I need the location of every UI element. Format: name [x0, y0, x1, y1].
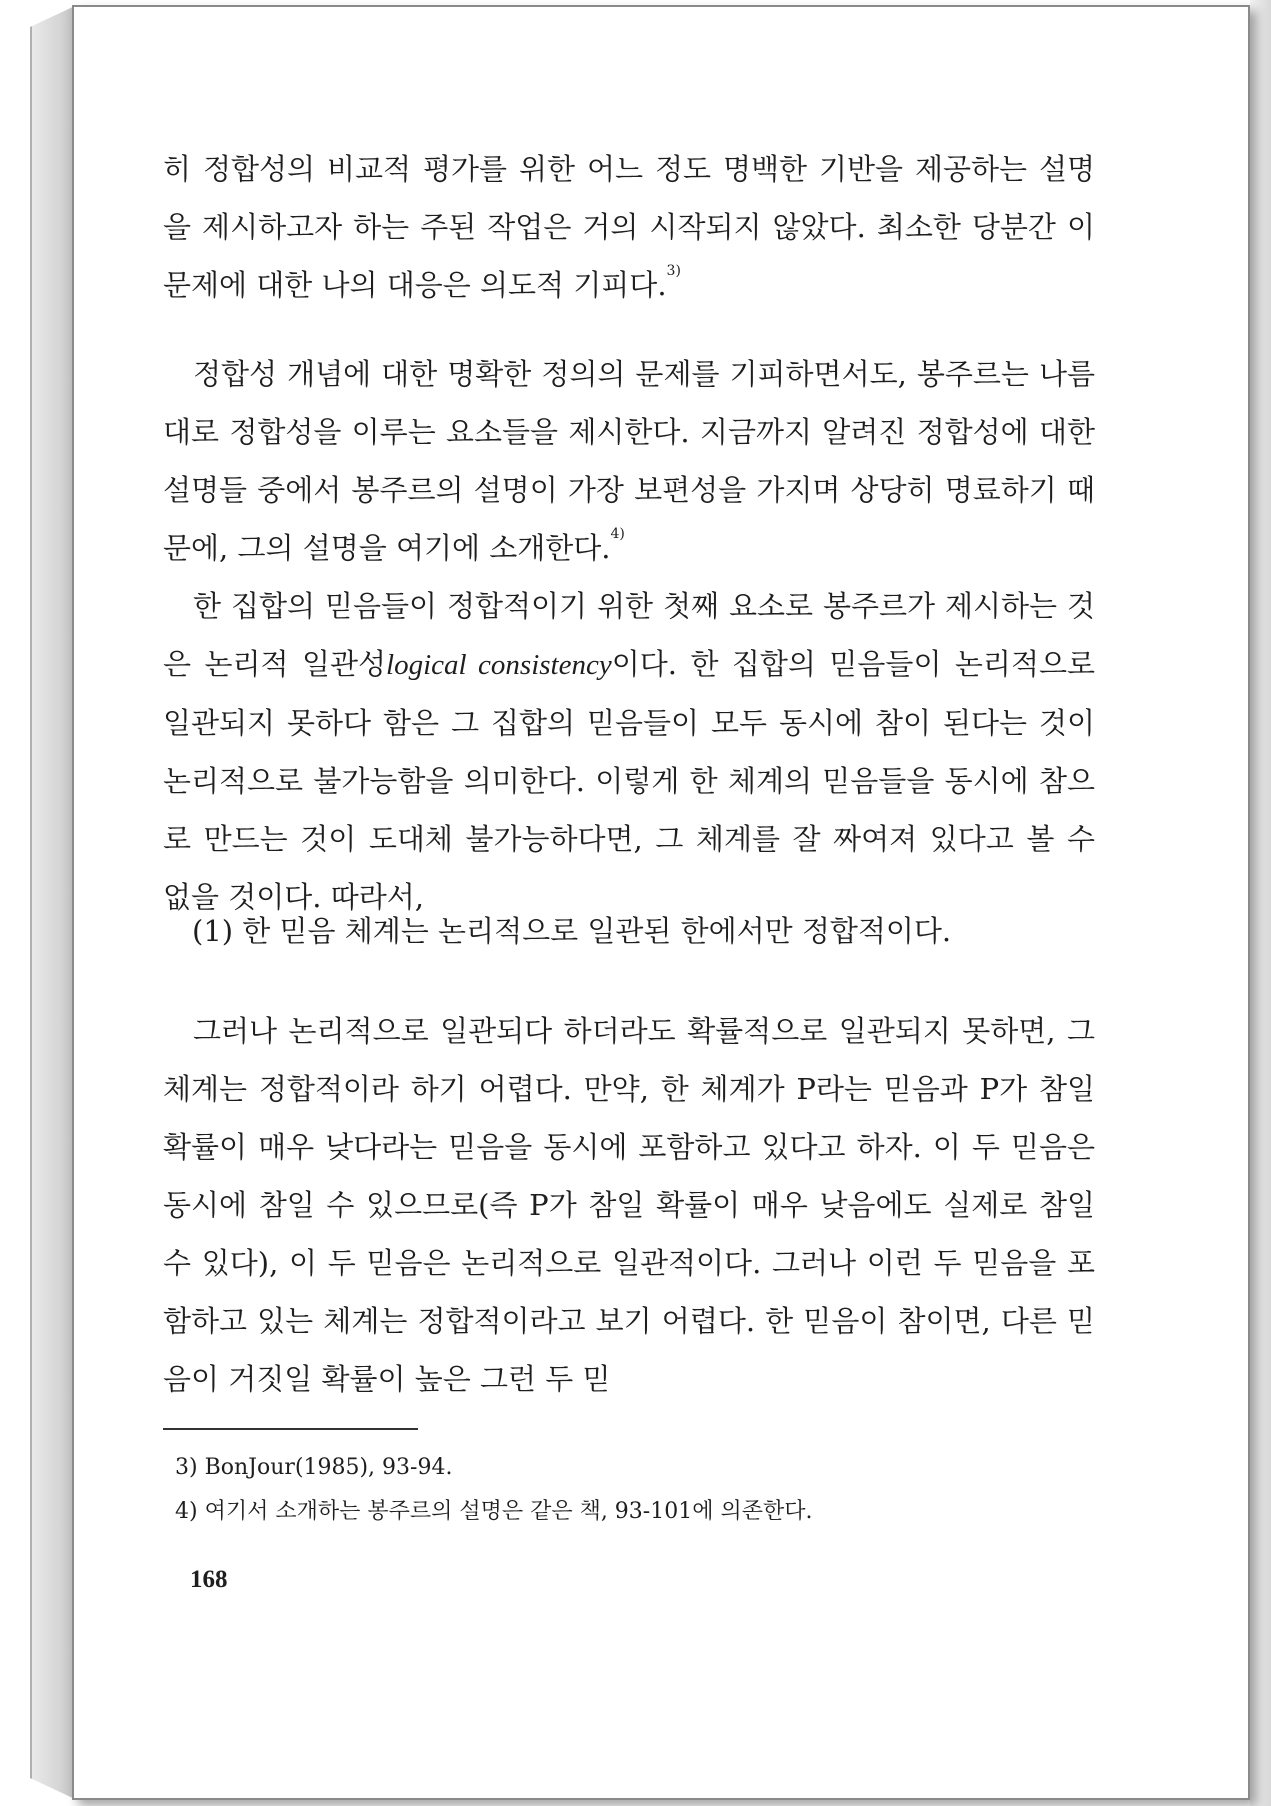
paragraph-continued: [163, 140, 1095, 314]
footnotes: [175, 1446, 812, 1534]
paragraph-text: 히 정합성의 비교적 평가를 위한 어느 정도 명백한 기반을 제공하는 설명을 제시하고자 하는 주된 작업은 거의 시작되지 않았다. 최소한 당분간 이 문제에 대한 나의 대응은 의도적 기피다.: [163, 152, 1095, 302]
english-term: logical consistency: [386, 649, 612, 681]
paragraph-probability: [163, 1002, 1095, 1408]
page-edge-shadow: [1250, 0, 1271, 1806]
book-spine: [30, 5, 77, 1800]
footnote-3: 3) BonJour(1985), 93-94.: [175, 1455, 453, 1480]
paragraph-text: 이다. 한 집합의 믿음들이 논리적으로 일관되지 못하다 함은 그 집합의 믿음들이 모두 동시에 참이 된다는 것이 논리적으로 불가능함을 의미한다. 이렇게 한 체계의 믿음들을 동시에 참으로 만드는 것이 도대체 불가능하다면, 그 체계를 잘 짜여져 있다고 볼 수 없을 것이다. 따라서,: [163, 647, 1095, 914]
principle-statement: (1) 한 믿음 체계는 논리적으로 일관된 한에서만 정합적이다.: [192, 914, 952, 948]
footnote-ref: 3): [666, 263, 681, 279]
footnote-4: 4) 여기서 소개하는 봉주르의 설명은 같은 책, 93-101에 의존한다.: [175, 1499, 813, 1524]
paragraph-text: 그러나 논리적으로 일관되다 하더라도 확률적으로 일관되지 못하면, 그 체계는 정합적이라 하기 어렵다. 만약, 한 체계가 P라는 믿음과 P가 참일 확률이 매우 낮다라는 믿음을 동시에 포함하고 있다고 하자. 이 두 믿음은 동시에 참일 수 있으므로(즉 P가 참일 확률이 매우 낮음에도 실제로 참일 수 있다), 이 두 믿음은 논리적으로 일관적이다. 그러나 이런 두 믿음을 포함하고 있는 체계는 정합적이라고 보기 어렵다. 한 믿음이 참이면, 다른 믿음이 거짓일 확률이 높은 그런 두 믿: [163, 1014, 1095, 1396]
paragraph-text: 정합성 개념에 대한 명확한 정의의 문제를 기피하면서도, 봉주르는 나름대로 정합성을 이루는 요소들을 제시한다. 지금까지 알려진 정합성에 대한 설명들 중에서 봉주르의 설명이 가장 보편성을 가지며 상당히 명료하기 때문에, 그의 설명을 여기에 소개한다.: [163, 357, 1095, 565]
paragraph-consistency: [163, 345, 1095, 926]
footnote-ref: 4): [610, 526, 625, 542]
paragraph-text: 한 집합의 믿음들이 정합적이기 위한 첫째 요소로 봉주르가 제시하는 것은 논리적 일관성: [163, 589, 1095, 681]
footnote-divider: [163, 1428, 418, 1430]
page-number: 168: [190, 1566, 228, 1593]
